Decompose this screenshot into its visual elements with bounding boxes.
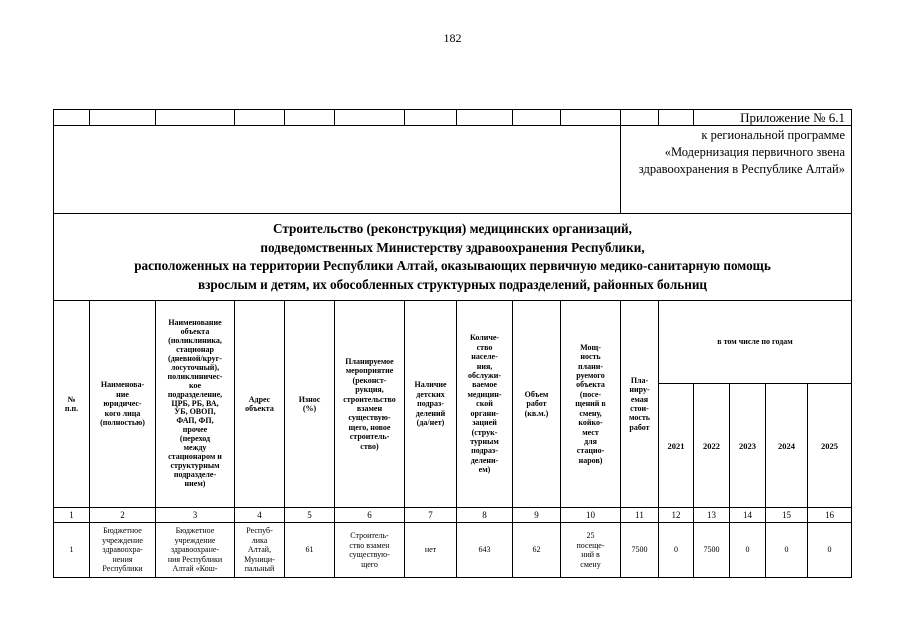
header-line: мероприятие — [345, 366, 394, 376]
header-line: Количе- — [469, 333, 500, 343]
header-years-group: в том числе по годам — [659, 301, 852, 384]
header-line: ния, — [476, 361, 493, 371]
row-year-2024: 0 — [766, 523, 808, 578]
header-line: стационаром и — [168, 451, 222, 461]
header-line: подразделе- — [173, 469, 217, 479]
cell-line: пальный — [244, 564, 275, 574]
header-line: ние — [116, 389, 129, 399]
header-children — [405, 301, 457, 508]
column-number: 7 — [405, 508, 457, 523]
row-number: 1 — [54, 523, 90, 578]
row-address — [235, 523, 285, 578]
header-line: смену, — [579, 408, 602, 418]
program-spacer — [54, 126, 621, 214]
header-line: поликлиничес- — [167, 371, 223, 381]
header-line: юридичес- — [103, 399, 142, 409]
cell-line: ство взамен — [349, 540, 390, 550]
row-wear: 61 — [285, 523, 335, 578]
cell-line: Республики — [102, 564, 143, 574]
header-address — [235, 301, 285, 508]
header-line: Объем — [524, 389, 549, 399]
header-line: строительство — [343, 394, 396, 404]
column-number: 12 — [659, 508, 694, 523]
header-capacity — [561, 301, 621, 508]
cell-line: смену — [580, 559, 601, 569]
program-line: «Модернизация первичного звена — [664, 145, 845, 159]
header-line: емая — [630, 394, 649, 404]
header-line: для — [584, 436, 597, 446]
header-line: делений — [415, 408, 446, 418]
header-entity — [90, 301, 156, 508]
cell-line: Строитель- — [350, 531, 389, 540]
header-volume — [513, 301, 561, 508]
column-number: 9 — [513, 508, 561, 523]
header-year-2022: 2022 — [694, 384, 730, 508]
cell-line: здравоохра- — [102, 545, 143, 555]
header-line: Адрес — [248, 394, 271, 404]
cell-line: нения — [112, 554, 133, 564]
program-row — [54, 126, 852, 214]
header-row-top — [54, 301, 852, 384]
header-line: работ — [629, 422, 650, 432]
header-line: Мощ- — [580, 342, 601, 352]
header-line: кого лица — [104, 408, 141, 418]
program-reference — [621, 126, 852, 214]
header-line: щений в — [575, 399, 606, 409]
row-measure — [335, 523, 405, 578]
row-year-2021: 0 — [659, 523, 694, 578]
header-line: ской — [476, 399, 493, 409]
header-line: прочее — [182, 425, 208, 435]
row-capacity — [561, 523, 621, 578]
table-row — [54, 523, 852, 578]
header-line: медицин- — [467, 389, 502, 399]
header-line: (полностью) — [100, 418, 145, 428]
header-line: руемого — [576, 371, 605, 381]
header-year-2024: 2024 — [766, 384, 808, 508]
column-number: 4 — [235, 508, 285, 523]
header-line: лосуточный), — [170, 362, 220, 372]
column-number: 16 — [808, 508, 852, 523]
cell-line: учреждение — [174, 535, 216, 545]
document-table-container — [53, 109, 851, 578]
header-line: (реконст- — [352, 375, 387, 385]
header-line: делени- — [470, 455, 499, 465]
cell-line: Алтай «Кош- — [172, 564, 218, 574]
row-volume: 62 — [513, 523, 561, 578]
header-line: (да/нет) — [416, 418, 445, 428]
header-line: ЦРБ, РБ, ВА, — [171, 398, 219, 408]
cell-line: существую- — [349, 550, 390, 559]
title-line: расположенных на территории Республики Алтай, оказывающих первичную медико-санитарную помощь — [134, 258, 771, 273]
cell-line: здравоохране- — [170, 545, 220, 555]
header-line: Наименова- — [100, 380, 145, 390]
header-line: Пла- — [630, 375, 649, 385]
cell-line: Муници- — [244, 554, 275, 564]
cell-line: лика — [251, 535, 268, 545]
header-line: п.п. — [64, 404, 79, 413]
program-line: к региональной программе — [701, 128, 845, 142]
header-line: УБ, ОВОП, — [174, 407, 216, 417]
program-line: здравоохранения в Республике Алтай» — [638, 162, 845, 176]
header-line: Планируемое — [345, 356, 394, 366]
cell-line: 25 — [586, 531, 595, 540]
column-number: 2 — [90, 508, 156, 523]
header-line: турным — [470, 436, 499, 446]
header-line: (поликлиника, — [168, 336, 222, 346]
header-line: между — [183, 443, 207, 453]
header-line: нием) — [184, 478, 206, 488]
column-number: 11 — [621, 508, 659, 523]
header-population — [457, 301, 513, 508]
header-line: стои- — [630, 404, 649, 413]
column-number: 8 — [457, 508, 513, 523]
header-line: ниру- — [629, 385, 650, 395]
document-title — [54, 214, 852, 301]
page-number: 182 — [443, 31, 462, 45]
header-line: детских — [416, 389, 445, 399]
header-line: взамен — [356, 404, 383, 413]
row-year-2022: 7500 — [694, 523, 730, 578]
header-line: ем) — [478, 465, 491, 475]
header-line: Наименование — [168, 318, 222, 328]
header-line: существую- — [348, 413, 391, 423]
header-line: подраз- — [417, 399, 444, 409]
cell-line: ния Республики — [167, 554, 223, 564]
header-wear — [285, 301, 335, 508]
header-year-2025: 2025 — [808, 384, 852, 508]
cell-line: Респуб- — [246, 526, 273, 536]
row-year-2025: 0 — [808, 523, 852, 578]
cell-line: ний в — [581, 550, 600, 559]
header-line: (переход — [179, 434, 211, 444]
row-entity — [90, 523, 156, 578]
title-line: взрослым и детям, их обособленных структурных подразделений, районных больниц — [197, 276, 708, 292]
title-line: подведомственных Министерству здравоохранения Республики, — [260, 239, 645, 255]
header-line: мость — [628, 413, 651, 423]
title-row — [54, 214, 852, 301]
header-line: койко- — [578, 418, 603, 428]
cell-line: посеще- — [576, 540, 605, 550]
header-line: подраз- — [471, 446, 498, 456]
cell-line: щего — [361, 559, 378, 569]
header-year-2021: 2021 — [659, 384, 694, 508]
header-year-2023: 2023 — [730, 384, 766, 508]
header-line: ность — [580, 352, 601, 362]
header-line: населе- — [471, 352, 498, 362]
column-number: 6 — [335, 508, 405, 523]
row-year-2023: 0 — [730, 523, 766, 578]
header-line: Наличие — [414, 380, 447, 390]
header-line: плани- — [578, 361, 603, 371]
header-line: щего, новое — [348, 422, 391, 432]
header-line: наров) — [578, 455, 603, 465]
header-line: работ — [526, 399, 547, 409]
header-line: № — [67, 394, 76, 404]
header-line: органи- — [470, 408, 499, 418]
header-line: кое — [188, 380, 202, 390]
header-measure — [335, 301, 405, 508]
header-line: (%) — [302, 404, 317, 413]
header-line: структурным — [170, 460, 220, 470]
header-line: ваемое — [472, 380, 497, 390]
column-number: 10 — [561, 508, 621, 523]
header-line: объекта — [245, 404, 274, 413]
header-object — [156, 301, 235, 508]
header-line: Износ — [298, 394, 321, 404]
header-line: (посе- — [579, 389, 602, 399]
row-population: 643 — [457, 523, 513, 578]
header-line: строитель- — [349, 432, 390, 442]
header-line: объекта — [576, 380, 605, 390]
header-line: (струк- — [471, 427, 498, 437]
header-line: стацио- — [576, 446, 605, 456]
column-number-row — [54, 508, 852, 523]
column-number: 13 — [694, 508, 730, 523]
header-line: объекта — [180, 327, 210, 337]
cell-line: Бюджетное — [175, 526, 215, 536]
row-children: нет — [405, 523, 457, 578]
header-line: ство — [476, 342, 493, 352]
header-line: обслужи- — [467, 371, 501, 381]
header-line: ФАП, ФП, — [176, 416, 214, 426]
cell-line: Бюджетное — [103, 526, 142, 536]
cell-line: Алтай, — [247, 545, 272, 555]
header-line: зацией — [472, 418, 497, 428]
title-line: Строительство (реконструкция) медицинских организаций, — [273, 221, 632, 236]
header-line: мест — [582, 427, 599, 437]
header-number — [54, 301, 90, 508]
header-line: ство) — [360, 441, 379, 451]
column-number: 5 — [285, 508, 335, 523]
header-line: (кв.м.) — [524, 408, 549, 418]
row-cost: 7500 — [621, 523, 659, 578]
column-number: 1 — [54, 508, 90, 523]
column-number: 15 — [766, 508, 808, 523]
document-table — [53, 109, 852, 578]
cell-line: учреждение — [102, 535, 143, 545]
row-object — [156, 523, 235, 578]
column-number: 3 — [156, 508, 235, 523]
column-number: 14 — [730, 508, 766, 523]
header-line: рукция, — [355, 385, 384, 395]
header-line: (дневной/круг- — [168, 354, 222, 364]
header-line: подразделение, — [167, 389, 223, 399]
header-line: стационар — [176, 345, 214, 355]
appendix-row — [54, 110, 852, 126]
header-cost — [621, 301, 659, 508]
appendix-label: Приложение № 6.1 — [694, 110, 852, 126]
